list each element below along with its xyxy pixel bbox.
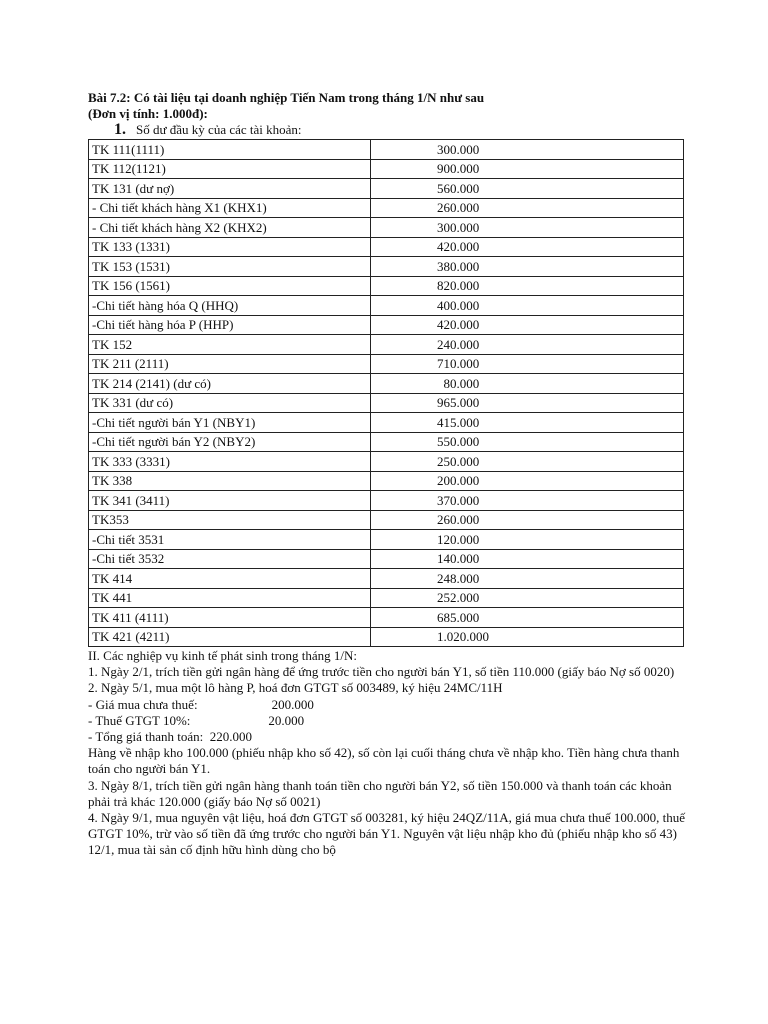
amount-cell: 420.000 — [371, 315, 684, 335]
amount-cell: 200.000 — [371, 471, 684, 491]
account-cell: -Chi tiết hàng hóa Q (HHQ) — [89, 296, 371, 316]
transaction-2: 2. Ngày 5/1, mua một lô hàng P, hoá đơn GTGT số 003489, ký hiệu 24MC/11H — [88, 680, 503, 696]
vat-value: 20.000 — [268, 712, 305, 728]
opening-balance-rows — [89, 140, 684, 647]
transaction-2-note: Hàng về nhập kho 100.000 (phiếu nhập kho số 42), số còn lại cuối tháng chưa về nhập kho. Tiền hàng chưa thanh toán cho người bán Y1. — [88, 745, 680, 777]
account-cell: TK 331 (dư có) — [89, 393, 371, 413]
amount-cell: 120.000 — [371, 530, 684, 550]
amount-cell: 380.000 — [371, 257, 684, 277]
account-cell: -Chi tiết người bán Y2 (NBY2) — [89, 432, 371, 452]
account-cell: - Chi tiết khách hàng X2 (KHX2) — [89, 218, 371, 238]
amount-cell: 300.000 — [371, 218, 684, 238]
transactions-section — [88, 648, 688, 859]
table-row — [89, 549, 684, 569]
price-label: - Giá mua chưa thuế: — [88, 696, 198, 712]
amount-cell: 80.000 — [371, 374, 684, 394]
table-row — [89, 413, 684, 433]
amount-cell: 370.000 — [371, 491, 684, 511]
account-cell: TK 112(1121) — [89, 159, 371, 179]
account-cell: TK 441 — [89, 588, 371, 608]
amount-cell: 252.000 — [371, 588, 684, 608]
amount-cell: 240.000 — [371, 335, 684, 355]
account-cell: TK 156 (1561) — [89, 276, 371, 296]
total-value: 220.000 — [209, 729, 253, 745]
table-row — [89, 374, 684, 394]
account-cell: TK 211 (2111) — [89, 354, 371, 374]
document-page — [88, 90, 688, 859]
account-cell: TK 338 — [89, 471, 371, 491]
account-cell: TK 411 (4111) — [89, 608, 371, 628]
opening-balance-table — [88, 139, 684, 647]
amount-cell: 420.000 — [371, 237, 684, 257]
section-2-heading: II. Các nghiệp vụ kinh tế phát sinh trong tháng 1/N: — [88, 648, 357, 663]
table-row — [89, 627, 684, 647]
table-row — [89, 432, 684, 452]
table-row — [89, 276, 684, 296]
table-row — [89, 237, 684, 257]
table-row — [89, 452, 684, 472]
table-row — [89, 296, 684, 316]
amount-cell: 400.000 — [371, 296, 684, 316]
account-cell: -Chi tiết 3531 — [89, 530, 371, 550]
table-row — [89, 257, 684, 277]
account-cell: TK 152 — [89, 335, 371, 355]
amount-cell: 710.000 — [371, 354, 684, 374]
amount-cell: 415.000 — [371, 413, 684, 433]
amount-cell: 965.000 — [371, 393, 684, 413]
table-row — [89, 218, 684, 238]
amount-cell: 560.000 — [371, 179, 684, 199]
price-line — [88, 697, 688, 713]
table-row — [89, 335, 684, 355]
amount-cell: 248.000 — [371, 569, 684, 589]
section-1-heading — [114, 122, 688, 139]
price-value: 200.000 — [271, 696, 314, 712]
account-cell: TK 111(1111) — [89, 140, 371, 160]
table-row — [89, 510, 684, 530]
transaction-3: 3. Ngày 8/1, trích tiền gửi ngân hàng thanh toán tiền cho người bán Y2, số tiền 150.000 và thanh toán các khoản phải trả khác 120.000 (giấy báo Nợ số 0021) — [88, 777, 672, 809]
section-1-label: Số dư đầu kỳ của các tài khoản: — [136, 122, 302, 137]
amount-cell: 1.020.000 — [371, 627, 684, 647]
account-cell: -Chi tiết 3532 — [89, 549, 371, 569]
account-cell: TK 153 (1531) — [89, 257, 371, 277]
amount-cell: 260.000 — [371, 510, 684, 530]
table-row — [89, 530, 684, 550]
account-cell: TK 133 (1331) — [89, 237, 371, 257]
amount-cell: 250.000 — [371, 452, 684, 472]
transaction-4: 4. Ngày 9/1, mua nguyên vật liệu, hoá đơn GTGT số 003281, ký hiệu 24QZ/11A, giá mua chưa thuế 100.000, thuế GTGT 10%, trừ vào số tiền đã ứng trước cho người bán Y1. Nguyên vật liệu nhập kho đủ (phiếu nhập kho số 43) — [88, 810, 686, 842]
account-cell: TK 414 — [89, 569, 371, 589]
table-row — [89, 393, 684, 413]
table-row — [89, 315, 684, 335]
exercise-title: Bài 7.2: Có tài liệu tại doanh nghiệp Tiến Nam trong tháng 1/N như sau — [88, 90, 485, 105]
account-cell: TK 341 (3411) — [89, 491, 371, 511]
table-row — [89, 471, 684, 491]
table-row — [89, 588, 684, 608]
total-label: - Tổng giá thanh toán: — [88, 729, 204, 745]
transaction-5: 12/1, mua tài sản cố định hữu hình dùng cho bộ — [88, 842, 336, 858]
section-1-number: 1. — [114, 121, 126, 138]
account-cell: TK 421 (4211) — [89, 627, 371, 647]
table-row — [89, 159, 684, 179]
table-row — [89, 140, 684, 160]
account-cell: TK 214 (2141) (dư có) — [89, 374, 371, 394]
table-row — [89, 569, 684, 589]
amount-cell: 550.000 — [371, 432, 684, 452]
table-row — [89, 179, 684, 199]
transaction-1: 1. Ngày 2/1, trích tiền gửi ngân hàng để ứng trước tiền cho người bán Y1, số tiền 110.000 (giấy báo Nợ số 0020) — [88, 664, 675, 680]
account-cell: TK 333 (3331) — [89, 452, 371, 472]
vat-label: - Thuế GTGT 10%: — [88, 712, 191, 728]
amount-cell: 820.000 — [371, 276, 684, 296]
amount-cell: 140.000 — [371, 549, 684, 569]
account-cell: -Chi tiết người bán Y1 (NBY1) — [89, 413, 371, 433]
table-row — [89, 608, 684, 628]
amount-cell: 900.000 — [371, 159, 684, 179]
amount-cell: 260.000 — [371, 198, 684, 218]
account-cell: -Chi tiết hàng hóa P (HHP) — [89, 315, 371, 335]
table-row — [89, 198, 684, 218]
amount-cell: 685.000 — [371, 608, 684, 628]
unit-note: (Đơn vị tính: 1.000đ): — [88, 106, 208, 121]
table-row — [89, 491, 684, 511]
vat-line — [88, 713, 688, 729]
table-row — [89, 354, 684, 374]
total-line — [88, 729, 688, 745]
account-cell: TK353 — [89, 510, 371, 530]
amount-cell: 300.000 — [371, 140, 684, 160]
account-cell: - Chi tiết khách hàng X1 (KHX1) — [89, 198, 371, 218]
account-cell: TK 131 (dư nợ) — [89, 179, 371, 199]
